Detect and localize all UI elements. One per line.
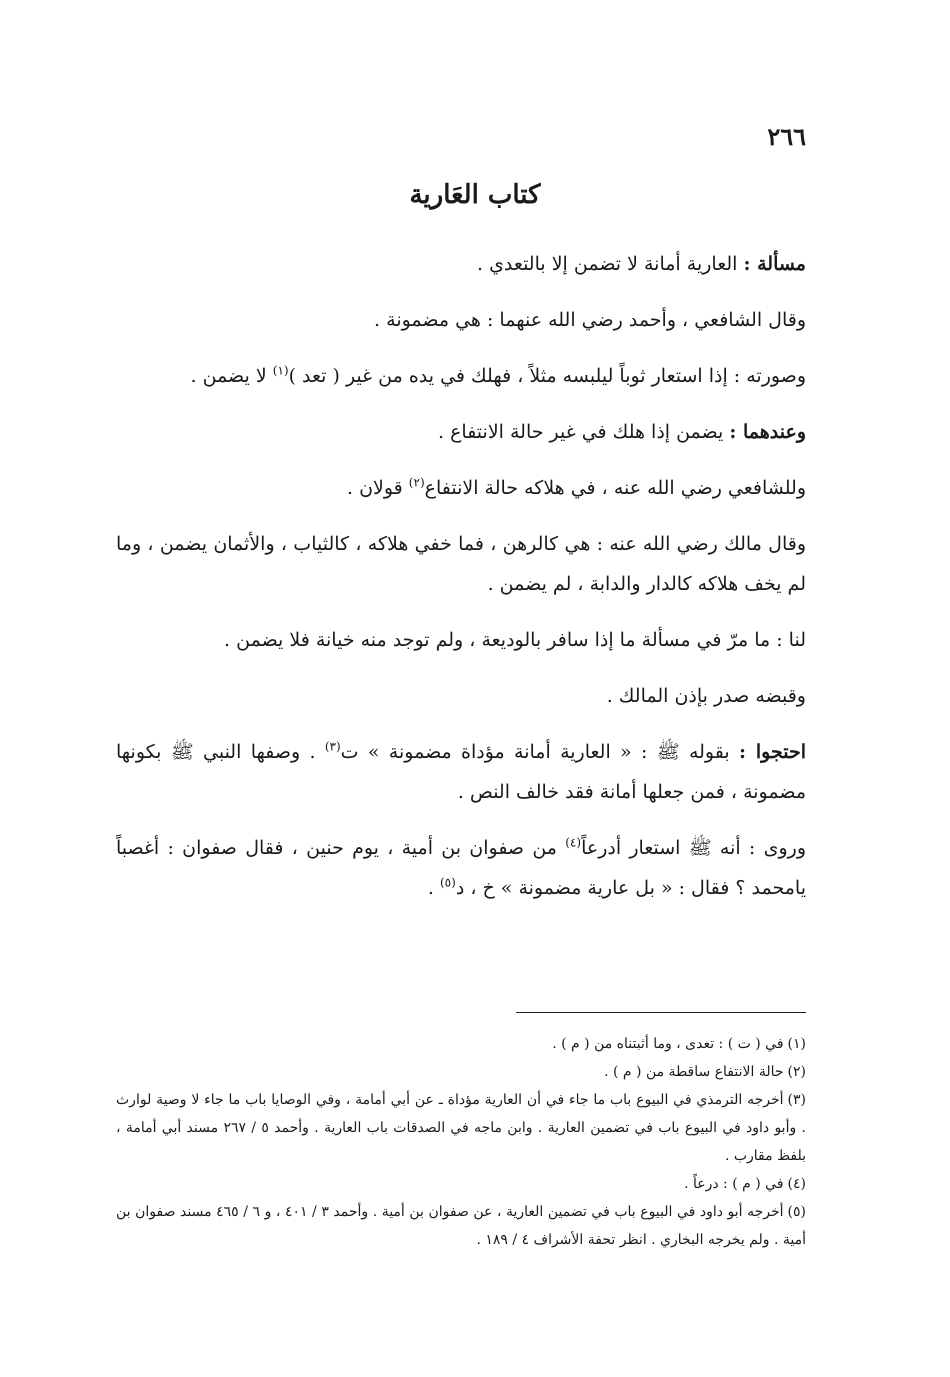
paragraph-malik	[116, 524, 806, 604]
paragraph-text: لنا : ما مرّ في مسألة ما إذا سافر بالوديعة ، ولم توجد منه خيانة فلا يضمن .	[224, 629, 806, 651]
paragraph-text: لا يضمن .	[190, 365, 273, 387]
paragraph-text: بقوله ﷺ : « العارية أمانة مؤداة مضمونة » ت	[340, 741, 739, 763]
paragraph-text: العارية أمانة لا تضمن إلا بالتعدي .	[476, 253, 744, 275]
paragraph-qabd	[116, 676, 806, 716]
footnote-number: (٤)	[787, 1176, 806, 1192]
footnote-number: (٥)	[787, 1204, 806, 1220]
footnote	[116, 1086, 806, 1170]
footnote-text: في ( م ) : درعاً .	[684, 1176, 784, 1192]
footnote-text: أخرجه الترمذي في البيوع باب ما جاء في أن العارية مؤداة ـ عن أبي أمامة ، وفي الوصايا باب ما جاء لا وصية لوارث . وأبو داود في البيوع باب في تضمين العارية . وابن ماجه في الصدقات باب العارية . وأحمد ٥ / ٢٦٧ مسند أبي أمامة ، بلفظ مقارب .	[116, 1092, 806, 1164]
footnote	[116, 1030, 806, 1058]
footnote-reference-5: (٥)	[439, 875, 456, 890]
paragraph-keyword: مسألة :	[743, 253, 806, 275]
paragraph-ihtajju	[116, 732, 806, 812]
paragraph-text: .	[427, 877, 440, 899]
paragraph-shafii-two-views	[116, 468, 806, 508]
paragraph-text: وللشافعي رضي الله عنه ، في هلاكه حالة الانتفاع	[424, 477, 806, 499]
paragraph-keyword: احتجوا :	[738, 741, 806, 763]
footnote	[116, 1198, 806, 1254]
paragraph-text: وقبضه صدر بإذن المالك .	[606, 685, 806, 707]
paragraph-their-view	[116, 412, 806, 452]
footnote-text: حالة الانتفاع ساقطة من ( م ) .	[604, 1064, 784, 1080]
footnotes	[116, 1030, 806, 1254]
paragraph-text: وقال الشافعي ، وأحمد رضي الله عنهما : هي مضمونة .	[374, 309, 806, 331]
paragraph-text: قولان .	[346, 477, 409, 499]
paragraph-keyword: وعندهما :	[729, 421, 806, 443]
paragraph-example	[116, 356, 806, 396]
footnote-reference-4: (٤)	[565, 835, 582, 850]
page-number: ٢٦٦	[767, 122, 806, 151]
paragraph-lana	[116, 620, 806, 660]
main-text	[116, 244, 806, 924]
paragraph-text: من صفوان بن أمية ، يوم حنين ، فقال صفوان : أغصباً يامحمد ؟ فقال : « بل عارية مضمونة » خ ، د	[116, 837, 806, 899]
chapter-title: كتاب العَارية	[409, 180, 541, 210]
footnote-text: في ( ت ) : تعدى ، وما أثبتناه من ( م ) .	[552, 1036, 784, 1052]
footnote	[116, 1058, 806, 1086]
paragraph-text: يضمن إذا هلك في غير حالة الانتفاع .	[437, 421, 730, 443]
footnote-number: (٣)	[787, 1092, 806, 1108]
paragraph-masala	[116, 244, 806, 284]
paragraph-riwaya	[116, 828, 806, 908]
paragraph-shafii-ahmad	[116, 300, 806, 340]
footnote-number: (٢)	[787, 1064, 806, 1080]
footnote-reference-3: (٣)	[324, 739, 341, 754]
footnote-number: (١)	[787, 1036, 806, 1052]
footnote	[116, 1170, 806, 1198]
paragraph-text: . وصفها النبي ﷺ بكونها مضمونة ، فمن جعلها أمانة فقد خالف النص .	[116, 741, 806, 803]
paragraph-text: وروى : أنه ﷺ استعار أدرعاً	[581, 837, 806, 859]
footnote-divider	[516, 1012, 806, 1013]
footnote-reference-2: (٢)	[408, 475, 425, 490]
paragraph-text: وصورته : إذا استعار ثوباً ليلبسه مثلاً ، فهلك في يده من غير ( تعد )	[288, 365, 806, 387]
footnote-text: أخرجه أبو داود في البيوع باب في تضمين العارية ، عن صفوان بن أمية . وأحمد ٣ / ٤٠١ ، و ٦ / ٤٦٥ مسند صفوان بن أمية . ولم يخرجه البخاري . انظر تحفة الأشراف ٤ / ١٨٩ .	[116, 1204, 806, 1248]
footnote-reference-1: (١)	[272, 363, 289, 378]
paragraph-text: وقال مالك رضي الله عنه : هي كالرهن ، فما خفي هلاكه ، كالثياب ، والأثمان يضمن ، وما لم يخف هلاكه كالدار والدابة ، لم يضمن .	[116, 533, 806, 595]
